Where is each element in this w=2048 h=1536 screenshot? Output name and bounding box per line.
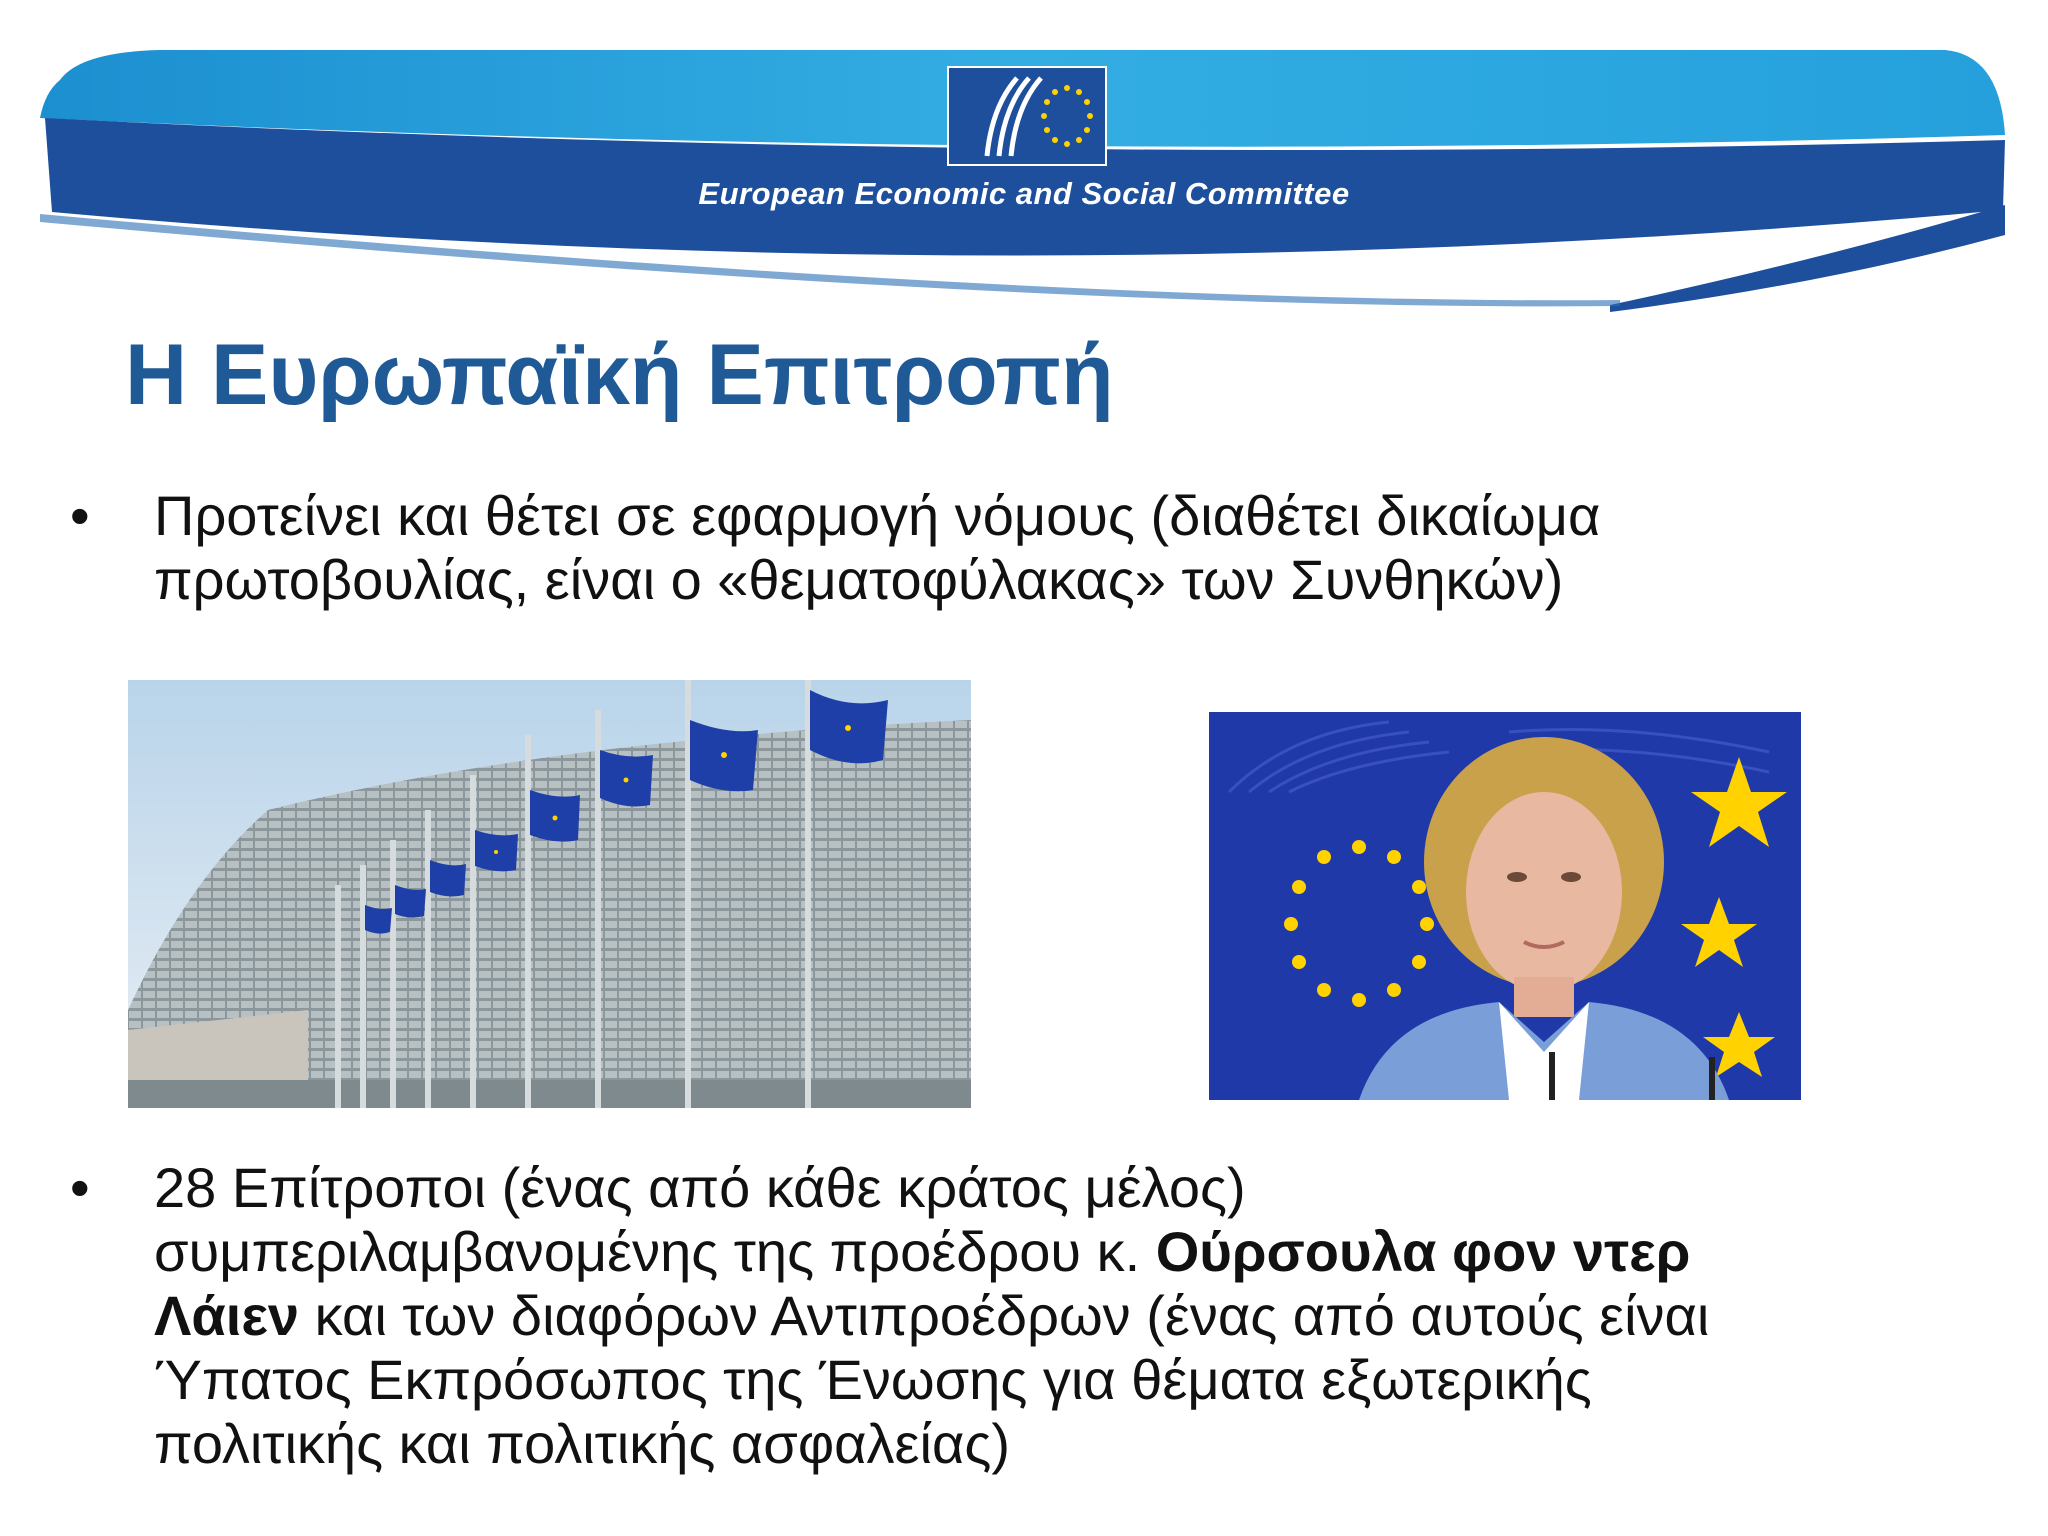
bullet-text-part: και των διαφόρων Αντιπροέδρων (ένας από αυτούς είναι Ύπατος Εκπρόσωπος της Ένωσης για θέματα εξωτερικής πολιτικής και πολιτικής ασφαλείας) (154, 1284, 1710, 1475)
bullet-text-part: 28 Επίτροποι (ένας από κάθε κράτος μέλος) συμπεριλαμβανομένης της προέδρου κ. (154, 1156, 1246, 1283)
bullet-text: Προτείνει και θέτει σε εφαρμογή νόμους (διαθέτει δικαίωμα πρωτοβουλίας, είναι ο «θεματοφύλακας» των Συνθηκών) (154, 484, 1601, 611)
bullet-text (154, 1156, 1770, 1476)
berlaymont-building-photo (128, 680, 971, 1108)
president-portrait-photo (1209, 712, 1801, 1100)
bullet-point-2 (70, 1156, 1770, 1476)
eesc-logo-icon (947, 66, 1107, 166)
bullet-marker: • (70, 484, 90, 547)
organization-name: European Economic and Social Committee (698, 176, 1350, 211)
bullet-point-1 (70, 484, 1770, 612)
slide-title: Η Ευρωπαϊκή Επιτροπή (125, 327, 1114, 423)
bullet-marker: • (70, 1156, 90, 1219)
president-name: Ούρσουλα φον ντερ Λάιεν (154, 1220, 1691, 1347)
